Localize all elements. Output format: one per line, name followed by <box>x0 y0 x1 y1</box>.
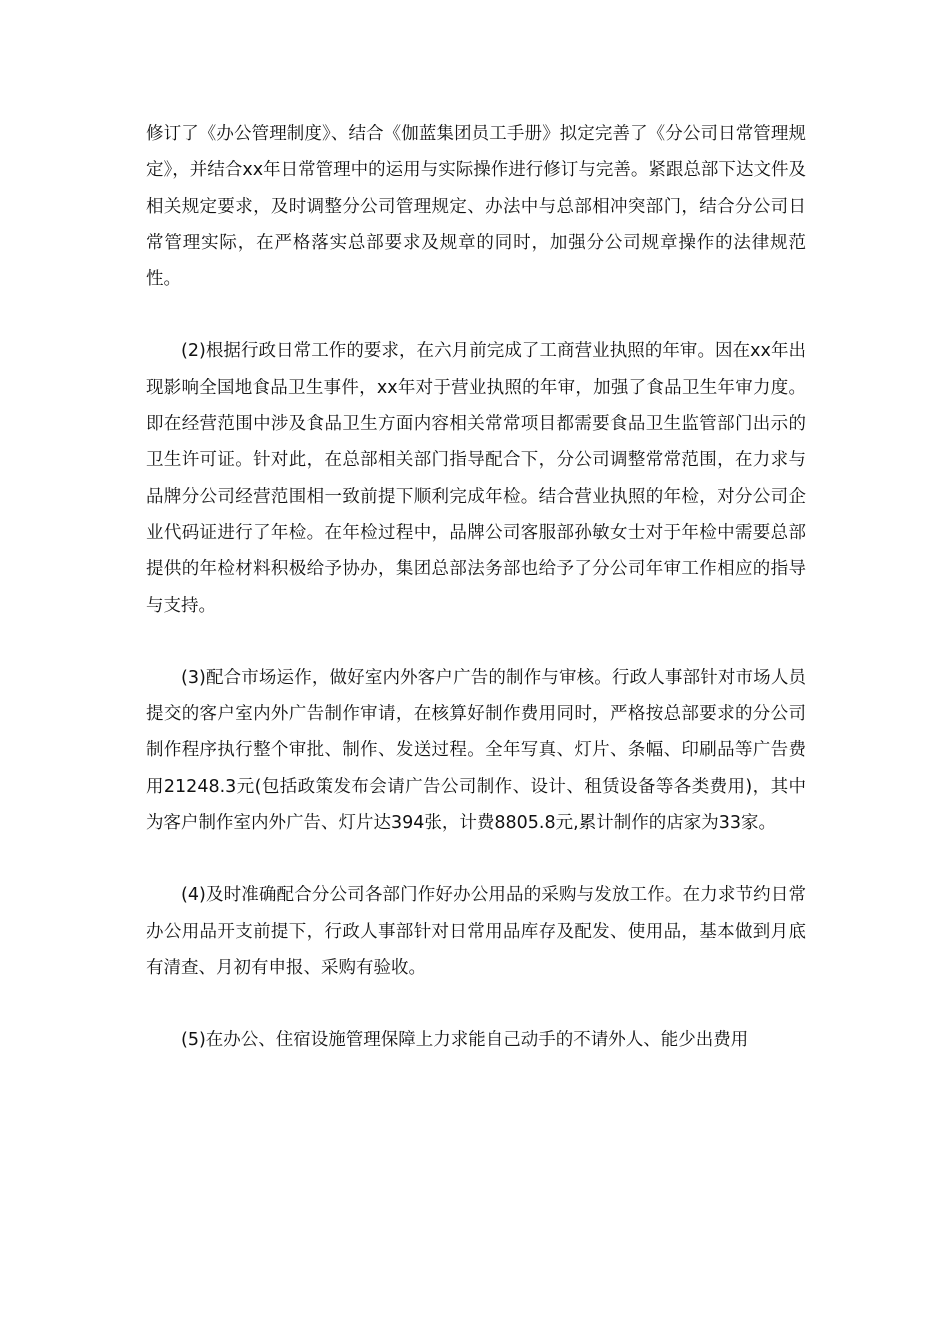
paragraph-item-3: (3)配合市场运作，做好室内外客户广告的制作与审核。行政人事部针对市场人员提交的客户室内外广告制作审请，在核算好制作费用同时，严格按总部要求的分公司制作程序执行整个审批、制作、发送过程。全年写真、灯片、条幅、印刷品等广告费用21248.3元(包括政策发布会请广告公司制作、设计、租赁设备等各类费用)，其中为客户制作室内外广告、灯片达394张，计费8805.8元,累计制作的店家为33家。 <box>146 667 806 834</box>
paragraph-item-2: (2)根据行政日常工作的要求，在六月前完成了工商营业执照的年审。因在xx年出现影响全国地食品卫生事件，xx年对于营业执照的年审，加强了食品卫生年审力度。即在经营范围中涉及食品卫生方面内容相关常常项目都需要食品卫生监管部门出示的卫生许可证。针对此，在总部相关部门指导配合下，分公司调整常常范围，在力求与品牌分公司经营范围相一致前提下顺利完成年检。结合营业执照的年检，对分公司企业代码证进行了年检。在年检过程中，品牌公司客服部孙敏女士对于年检中需要总部提供的年检材料积极给予协办，集团总部法务部也给予了分公司年审工作相应的指导与支持。 <box>146 341 806 616</box>
paragraph-regulations: 修订了《办公管理制度》、结合《伽蓝集团员工手册》拟定完善了《分公司日常管理规定》，并结合xx年日常管理中的运用与实际操作进行修订与完善。紧跟总部下达文件及相关规定要求，及时调整分公司管理规定、办法中与总部相冲突部门，结合分公司日常管理实际，在严格落实总部要求及规章的同时，加强分公司规章操作的法律规范性。 <box>146 124 806 290</box>
paragraph-item-4: (4)及时准确配合分公司各部门作好办公用品的采购与发放工作。在力求节约日常办公用品开支前提下，行政人事部针对日常用品库存及配发、使用品，基本做到月底有清查、月初有申报、采购有验收。 <box>146 885 806 978</box>
document-page <box>146 116 806 1095</box>
paragraph-item-5: (5)在办公、住宿设施管理保障上力求能自己动手的不请外人、能少出费用 <box>181 1030 749 1051</box>
